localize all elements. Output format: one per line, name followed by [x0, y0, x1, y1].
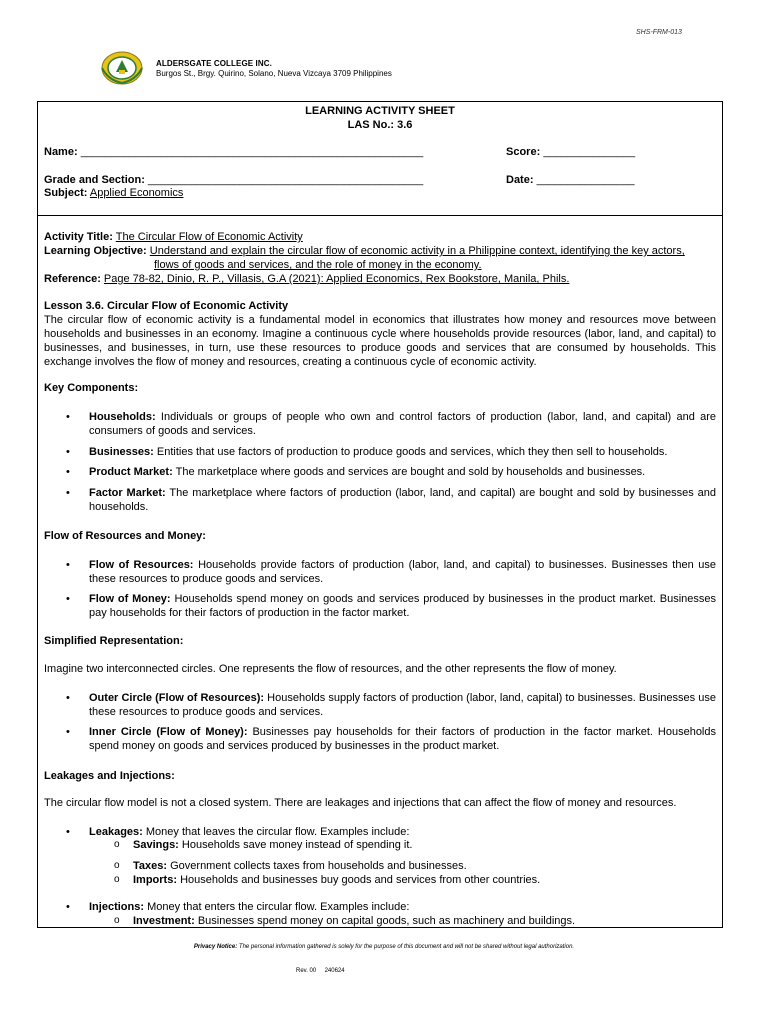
form-code: SHS-FRM-013	[636, 29, 682, 36]
sheet-header	[38, 102, 722, 216]
date-field[interactable]	[506, 174, 634, 186]
grade-label: Grade and Section:	[44, 174, 145, 186]
name-field[interactable]	[44, 146, 423, 158]
lesson-heading: Lesson 3.6. Circular Flow of Economic Activity	[44, 300, 289, 312]
sheet-body: Activity Title: The Circular Flow of Economic Activity Learning Objective: Understand and explain the circular flow of economic activity in a Philippine context, identifying the key actors, flows of goods and services, and the role of money in the economy. Reference: Page 78-82, Dinio, R. P., Villasis, G.A (2021): Applied Economics, Rex Bookstore, Manila, Phils. Lesson 3.6. Circular Flow of Economic Activity The circular flow of economic activity is a fundamental model in economics that illustrates how money and resources move between households and businesses in an economy. Imagine a continuous cycle where households provide resources (labor, land, and capital) to businesses, and businesses, in turn, use these resources to produce goods and services that are consumed by households. This exchange involves the flow of money and resources, creating a continuous cycle of economic activity. Key Components: • Households: Individuals or groups of people who own and control factors of production (labor, land, and capital) and are consumers of goods and services. • Businesses: Entities that use factors of production to produce goods and services, which they then sell to households. • Product Market: The marketplace where goods and services are bought and sold by households and businesses. • Factor Market: The marketplace where factors of production (labor, land, and capital) are bought and sold by businesses and households. Flow of Resources and Money: • Flow of Resources: Households provide factors of production (labor, land, and capital) to businesses. Businesses then use these resources to produce goods and services. • Flow of Money: Households spend money on goods and services produced by businesses in the product market. Businesses pay households for their factors of production in the factor market. Simplified Representation: Imagine two interconnected circles. One represents the flow of resources, and the other represents the flow of money. • Outer Circle (Flow of Resources): Households supply factors of production (labor, land, capital) to businesses. Businesses use these resources to produce goods and services. • Inner Circle (Flow of Money): Businesses pay households for their factors of production in the factor market. Households spend money on goods and services produced by businesses in the product market. Leakages and Injections: The circular flow model is not a closed system. There are leakages and injections that can affect the flow of money and resources. • Leakages: Money that leaves the circular flow. Examples include: o Savings: Households save money instead of spending it. o Taxes: Government collects taxes from households and businesses. o Imports: Households and businesses buy goods and services from other countries. • Injections: Money that enters the circular flow. Examples include: o Investment: Businesses spend money on capital goods, such as machinery and buildings.	[44, 231, 717, 927]
reference: Reference: Page 78-82, Dinio, R. P., Villasis, G.A (2021): Applied Economics, Rex Bookstore, Manila, Phils.	[44, 273, 570, 285]
leakages-intro: The circular flow model is not a closed system. There are leakages and injections that can affect the flow of money and resources.	[44, 797, 677, 809]
school-name: ALDERSGATE COLLEGE INC.	[156, 59, 272, 68]
subject-label: Subject:	[44, 187, 88, 199]
las-number: LAS No.: 3.6	[347, 119, 413, 131]
subject-value: Applied Economics	[89, 187, 184, 199]
revision: Rev. 00 240624	[296, 968, 345, 974]
grade-line: _____________________________________________	[147, 174, 424, 186]
simplified-intro: Imagine two interconnected circles. One represents the flow of resources, and the other represents the flow of money.	[44, 663, 617, 675]
name-label: Name:	[44, 146, 78, 158]
lesson-intro: The circular flow of economic activity is a fundamental model in economics that illustrates how money and resources move between households and businesses in an economy. Imagine a continuous cycle where households provide resources (labor, land, and capital) to businesses, and businesses, in turn, use these resources to produce goods and services that are consumed by households. This exchange involves the flow of money and resources, creating a continuous cycle of economic activity.	[44, 314, 716, 368]
score-line: _______________	[543, 146, 636, 158]
school-address: Burgos St., Brgy. Quirino, Solano, Nueva Vizcaya 3709 Philippines	[156, 69, 392, 78]
key-components-heading: Key Components:	[44, 382, 139, 394]
date-line: ________________	[536, 174, 635, 186]
name-line: ________________________________________________________	[80, 146, 424, 158]
leakages-heading: Leakages and Injections:	[44, 770, 175, 782]
sheet-title: LEARNING ACTIVITY SHEET	[305, 105, 455, 117]
score-label: Score:	[506, 146, 541, 158]
learning-objective: Learning Objective: Understand and explain the circular flow of economic activity in a Philippine context, identifying the key actors, flows of goods and services, and the role of money in the economy.	[44, 245, 685, 271]
subject-row	[44, 187, 183, 199]
grade-section-field[interactable]	[44, 174, 423, 186]
date-label: Date:	[506, 174, 534, 186]
activity-title: Activity Title: The Circular Flow of Economic Activity	[44, 231, 303, 243]
activity-sheet	[37, 101, 723, 928]
score-field[interactable]	[506, 146, 635, 158]
privacy-notice: Privacy Notice: The personal information gathered is solely for the purpose of this document and will not be shared without legal authorization.	[193, 944, 575, 950]
flow-heading: Flow of Resources and Money:	[44, 530, 206, 542]
school-logo	[100, 50, 144, 86]
simplified-heading: Simplified Representation:	[44, 635, 184, 647]
